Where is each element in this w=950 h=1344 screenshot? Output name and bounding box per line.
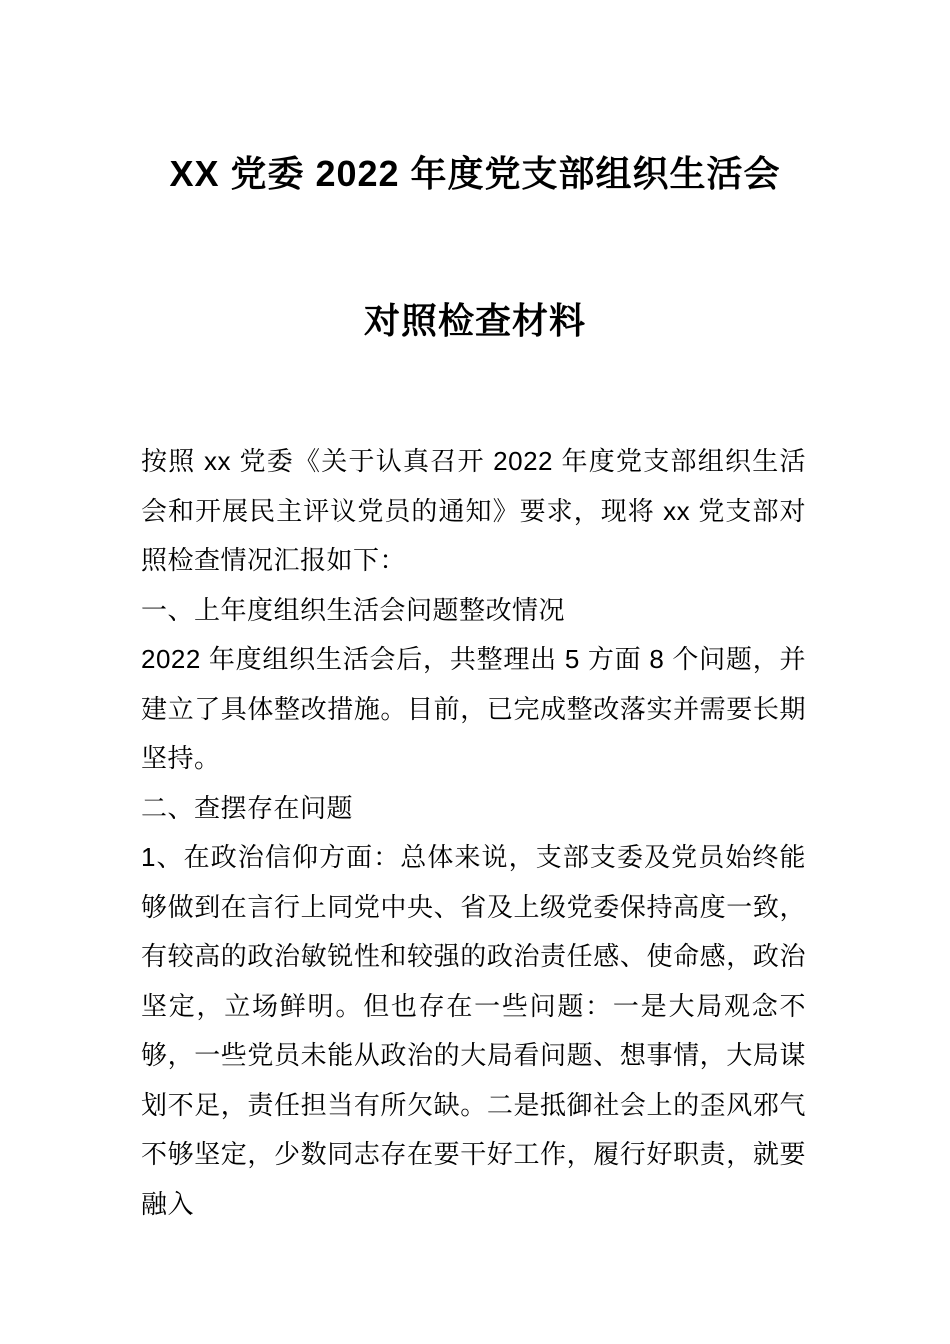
document-title-line1: XX 党委 2022 年度党支部组织生活会 bbox=[169, 153, 781, 194]
document-body bbox=[141, 437, 806, 1229]
section-2-heading: 二、查摆存在问题 bbox=[141, 792, 354, 823]
document-title-line2: 对照检查材料 bbox=[363, 300, 586, 341]
intro-paragraph: 按照 xx 党委《关于认真召开 2022 年度党支部组织生活会和开展民主评议党员的通知》要求，现将 xx 党支部对照检查情况汇报如下： bbox=[141, 446, 806, 575]
section-1-heading: 一、上年度组织生活会问题整改情况 bbox=[141, 594, 566, 625]
section-1-paragraph: 2022 年度组织生活会后，共整理出 5 方面 8 个问题，并建立了具体整改措施。目前，已完成整改落实并需要长期坚持。 bbox=[141, 644, 806, 773]
section-2-paragraph: 1、在政治信仰方面：总体来说，支部支委及党员始终能够做到在言行上同党中央、省及上级党委保持高度一致，有较高的政治敏锐性和较强的政治责任感、使命感，政治坚定，立场鲜明。但也存在一些问题：一是大局观念不够，一些党员未能从政治的大局看问题、想事情，大局谋划不足，责任担当有所欠缺。二是抵御社会上的歪风邪气不够坚定，少数同志存在要干好工作，履行好职责，就要融入 bbox=[141, 842, 806, 1219]
